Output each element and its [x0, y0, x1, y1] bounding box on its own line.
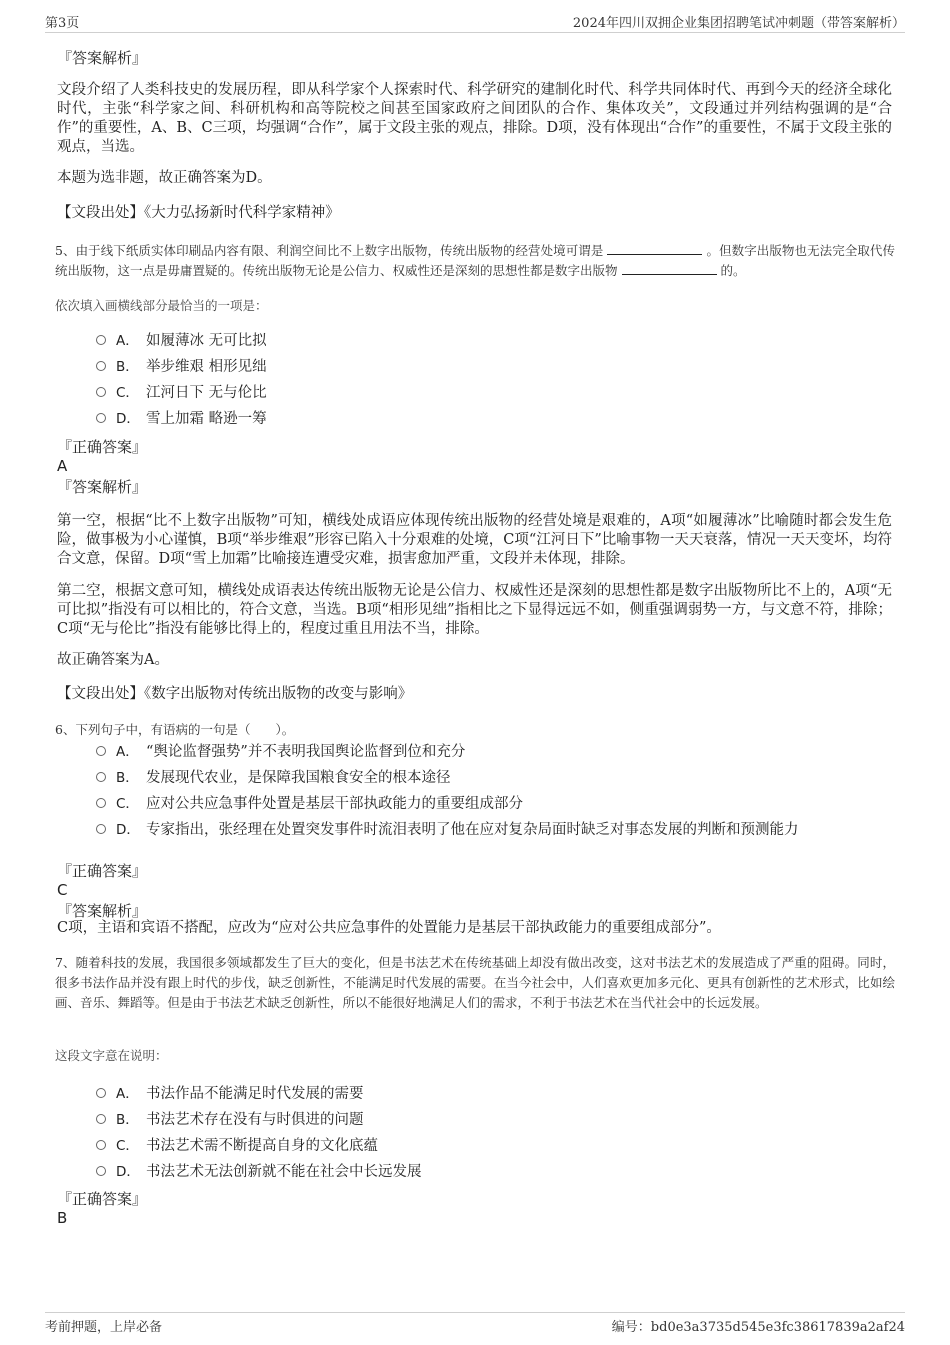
q6-question: 6、下列句子中，有语病的一句是（ ）。	[55, 722, 295, 737]
q5-analysis-2: 第二空，根据文意可知，横线处成语表达传统出版物无论是公信力、权威性还是深刻的思想性都是数字出版物所比不上的，A项“无可比拟”指没有可以相比的，符合文意，当选。B项“相形见绌”指相比之下显得远远不如，侧重强调弱势一方，与文意不符，排除；C项“无与伦比”指没有能够比得上的，程度过重且用法不当，排除。	[57, 583, 892, 637]
footer-slogan: 考前押题，上岸必备	[45, 1320, 163, 1335]
q6-option-c[interactable]: C． 应对公共应急事件处置是基层干部执政能力的重要组成部分	[96, 794, 523, 814]
q6-option-d[interactable]: D． 专家指出，张经理在处置突发事件时流泪表明了他在应对复杂局面时缺乏对事态发展的判断和预测能力	[96, 820, 799, 840]
radio-icon[interactable]	[96, 824, 106, 834]
q4-analysis: 文段介绍了人类科技史的发展历程，即从科学家个人探索时代、科学研究的建制化时代、科学共同体时代、再到今天的经济全球化时代，主张“科学家之间、科研机构和高等院校之间甚至国家政府之间团队的合作、集体攻关”，文段通过并列结构强调的是“合作”的重要性，A、B、C三项，均强调“合作”，属于文段主张的观点，排除。D项，没有体现出“合作”的重要性，不属于文段主张的观点，当选。	[57, 82, 892, 155]
q7-answer: B	[57, 1209, 68, 1227]
radio-icon[interactable]	[96, 1140, 106, 1150]
q4-conclusion: 本题为选非题，故正确答案为D。	[57, 170, 272, 186]
radio-icon[interactable]	[96, 746, 106, 756]
q5-analysis-label: 『答案解析』	[57, 478, 148, 496]
radio-icon[interactable]	[96, 413, 106, 423]
q5-option-d[interactable]: D． 雪上加霜 略逊一筹	[96, 409, 267, 429]
document-id: 编号：bd0e3a3735d545e3fc38617839a2af24	[611, 1320, 905, 1335]
q5-text-c: 的。	[720, 263, 746, 278]
q6-answer: C	[57, 881, 68, 899]
q5-ask: 依次填入画横线部分最恰当的一项是：	[55, 298, 268, 313]
q4-source: 【文段出处】《大力弘扬新时代科学家精神》	[57, 205, 340, 221]
q5-answer: A	[57, 457, 68, 475]
q6-analysis-label: 『答案解析』	[57, 902, 148, 920]
radio-icon[interactable]	[96, 361, 106, 371]
radio-icon[interactable]	[96, 1088, 106, 1098]
page-footer	[45, 1312, 905, 1337]
radio-icon[interactable]	[96, 798, 106, 808]
q5-option-b[interactable]: B． 举步维艰 相形见绌	[96, 357, 267, 377]
q5-blank-2	[622, 262, 717, 275]
radio-icon[interactable]	[96, 1166, 106, 1176]
q5-source: 【文段出处】《数字出版物对传统出版物的改变与影响》	[57, 686, 413, 702]
radio-icon[interactable]	[96, 772, 106, 782]
q6-option-b[interactable]: B． 发展现代农业，是保障我国粮食安全的根本途径	[96, 768, 451, 788]
q5-analysis-1: 第一空，根据“比不上数字出版物”可知，横线处成语应体现传统出版物的经营处境是艰难的，A项“如履薄冰”比喻随时都会发生危险，做事极为小心谨慎，B项“举步维艰”形容已陷入十分艰难的处境，C项“江河日下”比喻事物一天天衰落，情况一天天变坏，均符合文意，保留。D项“雪上加霜”比喻接连遭受灾难，损害愈加严重，文段并未体现，排除。	[57, 513, 892, 567]
q4-analysis-label: 『答案解析』	[57, 49, 148, 67]
q7-ask: 这段文字意在说明：	[55, 1048, 168, 1063]
q5-conclusion: 故正确答案为A。	[57, 652, 169, 668]
page-header	[45, 12, 905, 33]
q7-option-d[interactable]: D． 书法艺术无法创新就不能在社会中长远发展	[96, 1162, 422, 1182]
q7-correct-label: 『正确答案』	[57, 1190, 148, 1208]
radio-icon[interactable]	[96, 335, 106, 345]
q5-question	[55, 241, 895, 281]
q5-option-a[interactable]: A． 如履薄冰 无可比拟	[96, 331, 267, 351]
q7-option-b[interactable]: B． 书法艺术存在没有与时俱进的问题	[96, 1110, 364, 1130]
q5-correct-label: 『正确答案』	[57, 438, 148, 456]
q6-correct-label: 『正确答案』	[57, 862, 148, 880]
document-title: 2024年四川双拥企业集团招聘笔试冲刺题（带答案解析）	[572, 16, 905, 31]
radio-icon[interactable]	[96, 387, 106, 397]
q5-text-b: 。但数字出版物也无法完全取代传统出版物，这一点是毋庸置疑的。传统出版物无论是公信力、权威性还是深刻的思想性都是数字出版物	[55, 243, 895, 278]
page-number: 第3页	[45, 16, 80, 31]
q7-option-a[interactable]: A． 书法作品不能满足时代发展的需要	[96, 1084, 364, 1104]
q7-question: 7、随着科技的发展，我国很多领域都发生了巨大的变化，但是书法艺术在传统基础上却没有做出改变，这对书法艺术的发展造成了严重的阻碍。同时，很多书法作品并没有跟上时代的步伐，缺乏创新性，不能满足时代发展的需要。在当今社会中，人们喜欢更加多元化、更具有创新性的艺术形式，比如绘画、音乐、舞蹈等。但是由于书法艺术缺乏创新性，所以不能很好地满足人们的需求，不利于书法艺术在当代社会中的长远发展。	[55, 955, 895, 1010]
q6-option-a[interactable]: A． “舆论监督强势”并不表明我国舆论监督到位和充分	[96, 742, 465, 762]
q6-analysis: C项，主语和宾语不搭配，应改为“应对公共应急事件的处置能力是基层干部执政能力的重要组成部分”。	[57, 920, 721, 936]
q5-option-c[interactable]: C． 江河日下 无与伦比	[96, 383, 267, 403]
radio-icon[interactable]	[96, 1114, 106, 1124]
q7-option-c[interactable]: C． 书法艺术需不断提高自身的文化底蕴	[96, 1136, 378, 1156]
q5-blank-1	[607, 242, 702, 255]
q5-text-a: 5、由于线下纸质实体印刷品内容有限、利润空间比不上数字出版物，传统出版物的经营处境可谓是	[55, 243, 604, 258]
